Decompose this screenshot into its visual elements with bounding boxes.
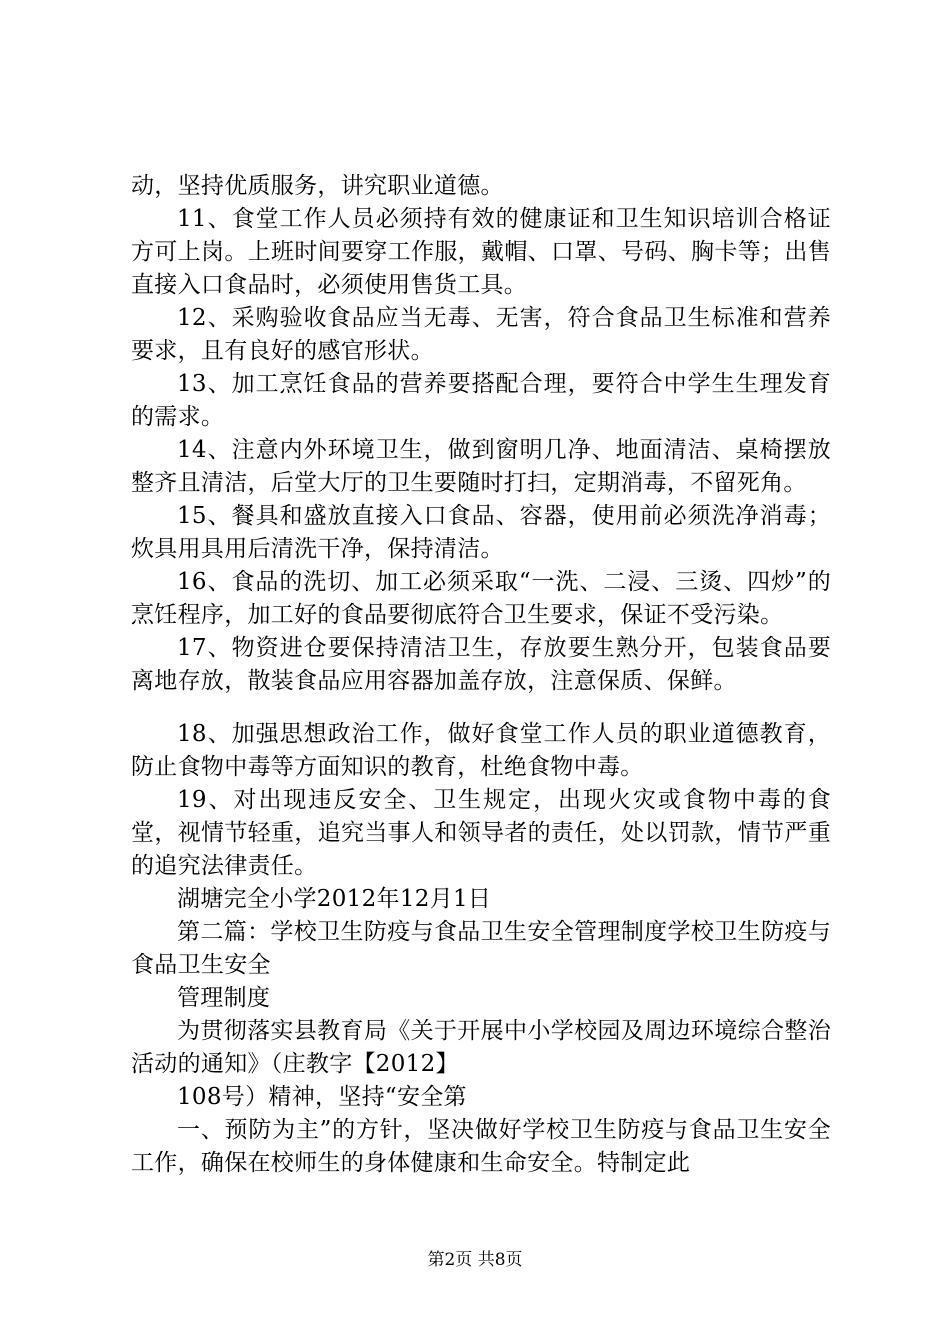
paragraph-rule-19: 19、对出现违反安全、卫生规定，出现火灾或食物中毒的食堂，视情节轻重，追究当事人和领导者的责任，处以罚款，情节严重的追究法律责任。: [131, 787, 831, 879]
section-heading-continued: 管理制度: [177, 985, 271, 1011]
paragraph-rule-17: 17、物资进仓要保持清洁卫生，存放要生熟分开，包装食品要离地存放，散装食品应用容器加盖存放，注意保质、保鲜。: [131, 635, 831, 694]
paragraph-rule-16: 16、食品的洗切、加工必须采取“一洗、二浸、三烫、四炒”的烹饪程序，加工好的食品要彻底符合卫生要求，保证不受污染。: [131, 569, 831, 628]
paragraph-principle: 一、预防为主”的方针，坚决做好学校卫生防疫与食品卫生安全工作，确保在校师生的身体健康和生命安全。特制定此: [131, 1117, 831, 1176]
paragraph-intro: 为贯彻落实县教育局《关于开展中小学校园及周边环境综合整治活动的通知》（庄教字【2012】: [131, 1018, 831, 1077]
paragraph-continuation: 动，坚持优质服务，讲究职业道德。: [131, 173, 504, 199]
section-heading: 第二篇：学校卫生防疫与食品卫生安全管理制度学校卫生防疫与食品卫生安全: [131, 919, 831, 978]
paragraph-rule-13: 13、加工烹饪食品的营养要搭配合理，要符合中学生生理发育的需求。: [131, 371, 831, 430]
paragraph-rule-14: 14、注意内外环境卫生，做到窗明几净、地面清洁、桌椅摆放整齐且清洁，后堂大厅的卫生要随时打扫，定期消毒，不留死角。: [131, 437, 831, 496]
page-indicator: 第2页 共8页: [427, 1250, 523, 1270]
paragraph-gap: [131, 698, 831, 718]
paragraph-rule-18: 18、加强思想政治工作，做好食堂工作人员的职业道德教育，防止食物中毒等方面知识的教育，杜绝食物中毒。: [131, 721, 831, 780]
paragraph-doc-number: 108号）精神，坚持“安全第: [177, 1084, 467, 1110]
signature-line: 湖塘完全小学2012年12月1日: [177, 886, 492, 912]
paragraph-rule-12: 12、采购验收食品应当无毒、无害，符合食品卫生标准和营养要求，且有良好的感官形状。: [131, 305, 831, 364]
paragraph-rule-15: 15、餐具和盛放直接入口食品、容器，使用前必须洗净消毒；炊具用具用后清洗干净，保持清洁。: [131, 503, 831, 562]
document-body: [131, 170, 831, 1180]
paragraph-rule-11: 11、食堂工作人员必须持有效的健康证和卫生知识培训合格证方可上岗。上班时间要穿工作服，戴帽、口罩、号码、胸卡等；出售直接入口食品时，必须使用售货工具。: [131, 206, 831, 298]
